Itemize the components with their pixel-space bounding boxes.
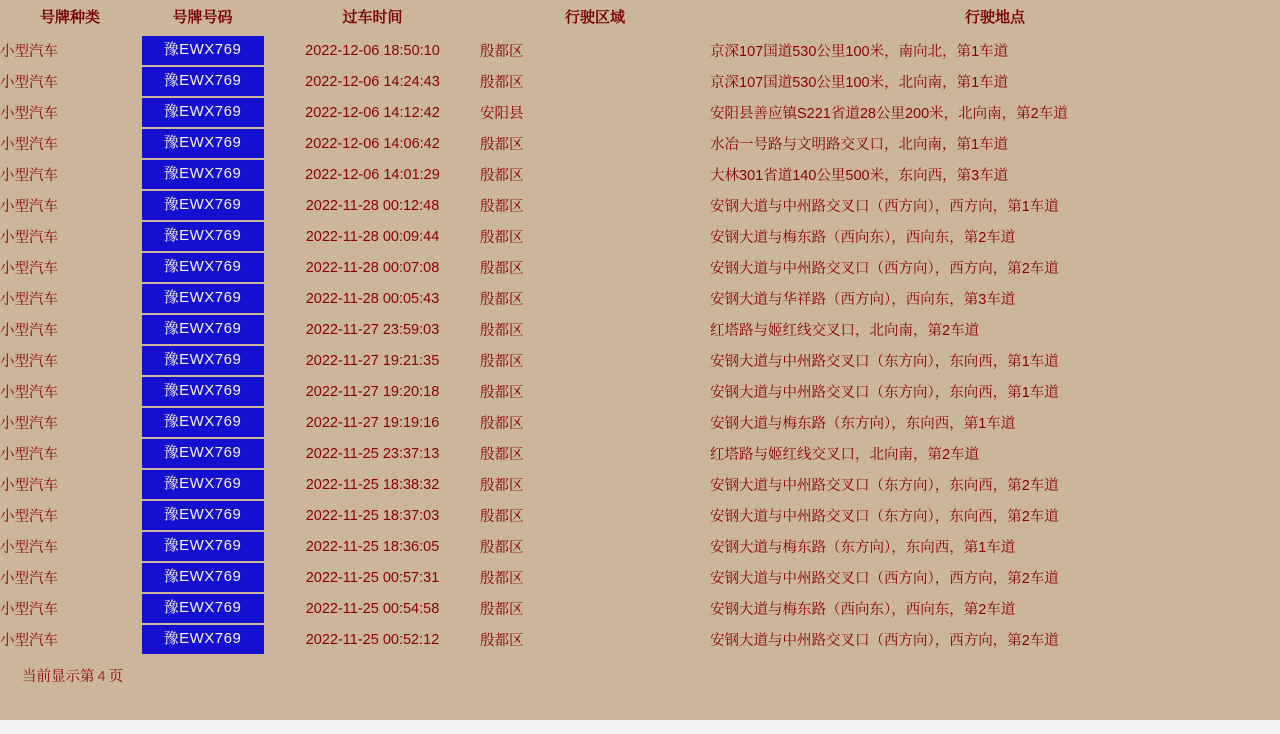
cell-pass-time: 2022-11-27 23:59:03	[305, 321, 440, 338]
table-row	[0, 190, 1280, 221]
cell-pass-time: 2022-12-06 14:01:29	[305, 166, 440, 183]
table-row	[0, 128, 1280, 159]
cell-area: 殷都区	[480, 509, 524, 525]
plate-badge[interactable]: 豫EWX769	[142, 346, 264, 374]
cell-pass-time: 2022-12-06 18:50:10	[305, 42, 440, 59]
plate-badge[interactable]: 豫EWX769	[142, 408, 264, 436]
pagination-suffix: 页	[108, 669, 124, 685]
cell-plate-type: 小型汽车	[0, 354, 58, 370]
cell-plate-type: 小型汽车	[0, 385, 58, 401]
cell-plate-number	[140, 221, 265, 252]
cell-pass-time: 2022-11-27 19:19:16	[305, 414, 440, 431]
column-header-plate-type: 号牌种类	[39, 9, 100, 26]
table-row	[0, 562, 1280, 593]
plate-badge[interactable]: 豫EWX769	[142, 98, 264, 126]
column-header-plate-number: 号牌号码	[172, 9, 233, 26]
table-row	[0, 35, 1280, 66]
table-header-row	[0, 0, 1280, 35]
plate-badge[interactable]: 豫EWX769	[142, 625, 264, 653]
cell-location: 安钢大道与中州路交叉口（东方向），东向西，第2车道	[710, 478, 1059, 494]
cell-pass-time: 2022-11-25 23:37:13	[305, 445, 440, 462]
plate-badge[interactable]: 豫EWX769	[142, 377, 264, 405]
cell-pass-time: 2022-11-27 19:21:35	[305, 352, 440, 369]
cell-location: 安钢大道与梅东路（西向东），西向东，第2车道	[710, 230, 1016, 246]
plate-badge[interactable]: 豫EWX769	[142, 532, 264, 560]
cell-plate-number	[140, 35, 265, 66]
cell-pass-time: 2022-11-28 00:07:08	[305, 259, 440, 276]
table-row	[0, 97, 1280, 128]
plate-badge[interactable]: 豫EWX769	[142, 191, 264, 219]
cell-location: 京深107国道530公里100米，南向北，第1车道	[710, 44, 1009, 60]
cell-location: 安钢大道与中州路交叉口（西方向），西方向，第2车道	[710, 261, 1059, 277]
table-row	[0, 500, 1280, 531]
cell-area: 殷都区	[480, 385, 524, 401]
cell-pass-time: 2022-11-25 00:52:12	[305, 631, 440, 648]
cell-area: 殷都区	[480, 478, 524, 494]
table-row	[0, 314, 1280, 345]
plate-badge[interactable]: 豫EWX769	[142, 129, 264, 157]
plate-badge[interactable]: 豫EWX769	[142, 439, 264, 467]
cell-plate-type: 小型汽车	[0, 75, 58, 91]
table-row	[0, 159, 1280, 190]
plate-badge[interactable]: 豫EWX769	[142, 501, 264, 529]
table-row	[0, 407, 1280, 438]
cell-plate-number	[140, 469, 265, 500]
cell-plate-number	[140, 624, 265, 655]
cell-area: 殷都区	[480, 633, 524, 649]
cell-plate-type: 小型汽车	[0, 540, 58, 556]
cell-area: 殷都区	[480, 168, 524, 184]
cell-plate-number	[140, 376, 265, 407]
cell-area: 安阳县	[480, 106, 524, 122]
cell-location: 安阳县善应镇S221省道28公里200米，北向南，第2车道	[710, 106, 1068, 122]
cell-location: 安钢大道与中州路交叉口（东方向），东向西，第1车道	[710, 354, 1059, 370]
bottom-edge-strip	[0, 720, 1280, 734]
plate-badge[interactable]: 豫EWX769	[142, 470, 264, 498]
cell-location: 安钢大道与中州路交叉口（东方向），东向西，第1车道	[710, 385, 1059, 401]
cell-location: 水冶一号路与文明路交叉口，北向南，第1车道	[710, 137, 1009, 153]
table-body	[0, 35, 1280, 655]
cell-pass-time: 2022-11-27 19:20:18	[305, 383, 440, 400]
cell-pass-time: 2022-11-25 00:54:58	[305, 600, 440, 617]
table-row	[0, 593, 1280, 624]
cell-pass-time: 2022-11-25 18:36:05	[305, 538, 440, 555]
cell-location: 红塔路与姬红线交叉口，北向南，第2车道	[710, 447, 980, 463]
cell-area: 殷都区	[480, 44, 524, 60]
cell-plate-type: 小型汽车	[0, 199, 58, 215]
cell-pass-time: 2022-12-06 14:24:43	[305, 73, 440, 90]
plate-badge[interactable]: 豫EWX769	[142, 36, 264, 64]
cell-plate-type: 小型汽车	[0, 447, 58, 463]
table-row	[0, 438, 1280, 469]
table-row	[0, 376, 1280, 407]
cell-plate-number	[140, 562, 265, 593]
table-row	[0, 283, 1280, 314]
cell-pass-time: 2022-12-06 14:12:42	[305, 104, 440, 121]
cell-area: 殷都区	[480, 199, 524, 215]
cell-area: 殷都区	[480, 540, 524, 556]
cell-plate-type: 小型汽车	[0, 44, 58, 60]
cell-plate-type: 小型汽车	[0, 137, 58, 153]
cell-location: 大林301省道140公里500米，东向西，第3车道	[710, 168, 1009, 184]
cell-plate-number	[140, 190, 265, 221]
cell-plate-number	[140, 314, 265, 345]
cell-location: 安钢大道与中州路交叉口（西方向），西方向，第2车道	[710, 633, 1059, 649]
cell-plate-type: 小型汽车	[0, 571, 58, 587]
cell-pass-time: 2022-11-25 18:37:03	[305, 507, 440, 524]
cell-location: 京深107国道530公里100米，北向南，第1车道	[710, 75, 1009, 91]
cell-plate-number	[140, 128, 265, 159]
table-row	[0, 66, 1280, 97]
cell-location: 安钢大道与中州路交叉口（西方向），西方向，第2车道	[710, 571, 1059, 587]
cell-plate-number	[140, 159, 265, 190]
table-row	[0, 531, 1280, 562]
cell-pass-time: 2022-11-25 00:57:31	[305, 569, 440, 586]
cell-plate-number	[140, 438, 265, 469]
plate-badge[interactable]: 豫EWX769	[142, 222, 264, 250]
cell-plate-type: 小型汽车	[0, 602, 58, 618]
cell-location: 安钢大道与梅东路（东方向），东向西，第1车道	[710, 416, 1016, 432]
table-row	[0, 469, 1280, 500]
cell-plate-type: 小型汽车	[0, 261, 58, 277]
cell-area: 殷都区	[480, 261, 524, 277]
cell-plate-type: 小型汽车	[0, 323, 58, 339]
plate-badge[interactable]: 豫EWX769	[142, 315, 264, 343]
column-header-location: 行驶地点	[964, 9, 1025, 26]
plate-badge[interactable]: 豫EWX769	[142, 563, 264, 591]
cell-location: 安钢大道与梅东路（西向东），西向东，第2车道	[710, 602, 1016, 618]
cell-pass-time: 2022-11-28 00:05:43	[305, 290, 440, 307]
cell-plate-number	[140, 593, 265, 624]
cell-plate-number	[140, 407, 265, 438]
cell-plate-type: 小型汽车	[0, 106, 58, 122]
cell-pass-time: 2022-11-25 18:38:32	[305, 476, 440, 493]
column-header-pass-time: 过车时间	[342, 9, 403, 26]
cell-area: 殷都区	[480, 137, 524, 153]
cell-plate-type: 小型汽车	[0, 478, 58, 494]
cell-location: 安钢大道与中州路交叉口（西方向），西方向，第1车道	[710, 199, 1059, 215]
plate-badge[interactable]: 豫EWX769	[142, 284, 264, 312]
cell-area: 殷都区	[480, 571, 524, 587]
cell-area: 殷都区	[480, 447, 524, 463]
cell-plate-type: 小型汽车	[0, 633, 58, 649]
plate-badge[interactable]: 豫EWX769	[142, 253, 264, 281]
table-row	[0, 624, 1280, 655]
cell-location: 安钢大道与梅东路（东方向），东向西，第1车道	[710, 540, 1016, 556]
cell-area: 殷都区	[480, 323, 524, 339]
plate-badge[interactable]: 豫EWX769	[142, 594, 264, 622]
pagination-status	[0, 665, 1280, 686]
table-row	[0, 252, 1280, 283]
cell-location: 安钢大道与中州路交叉口（东方向），东向西，第2车道	[710, 509, 1059, 525]
cell-plate-number	[140, 345, 265, 376]
cell-plate-number	[140, 283, 265, 314]
cell-plate-number	[140, 97, 265, 128]
cell-plate-type: 小型汽车	[0, 230, 58, 246]
cell-plate-type: 小型汽车	[0, 509, 58, 525]
cell-area: 殷都区	[480, 75, 524, 91]
cell-plate-number	[140, 66, 265, 97]
column-header-area: 行驶区域	[564, 9, 625, 26]
cell-location: 安钢大道与华祥路（西方向），西向东，第3车道	[710, 292, 1016, 308]
cell-plate-number	[140, 531, 265, 562]
cell-plate-number	[140, 252, 265, 283]
cell-plate-number	[140, 500, 265, 531]
cell-area: 殷都区	[480, 292, 524, 308]
cell-plate-type: 小型汽车	[0, 168, 58, 184]
table-row	[0, 345, 1280, 376]
cell-plate-type: 小型汽车	[0, 292, 58, 308]
cell-area: 殷都区	[480, 230, 524, 246]
cell-location: 红塔路与姬红线交叉口，北向南，第2车道	[710, 323, 980, 339]
cell-pass-time: 2022-12-06 14:06:42	[305, 135, 440, 152]
table-row	[0, 221, 1280, 252]
table-header	[0, 0, 1280, 35]
cell-plate-type: 小型汽车	[0, 416, 58, 432]
cell-area: 殷都区	[480, 354, 524, 370]
plate-badge[interactable]: 豫EWX769	[142, 160, 264, 188]
pagination-page-number: 4	[97, 669, 106, 685]
cell-pass-time: 2022-11-28 00:12:48	[305, 197, 440, 214]
cell-area: 殷都区	[480, 602, 524, 618]
cell-area: 殷都区	[480, 416, 524, 432]
plate-badge[interactable]: 豫EWX769	[142, 67, 264, 95]
pagination-prefix: 当前显示第	[22, 669, 95, 685]
cell-pass-time: 2022-11-28 00:09:44	[305, 228, 440, 245]
